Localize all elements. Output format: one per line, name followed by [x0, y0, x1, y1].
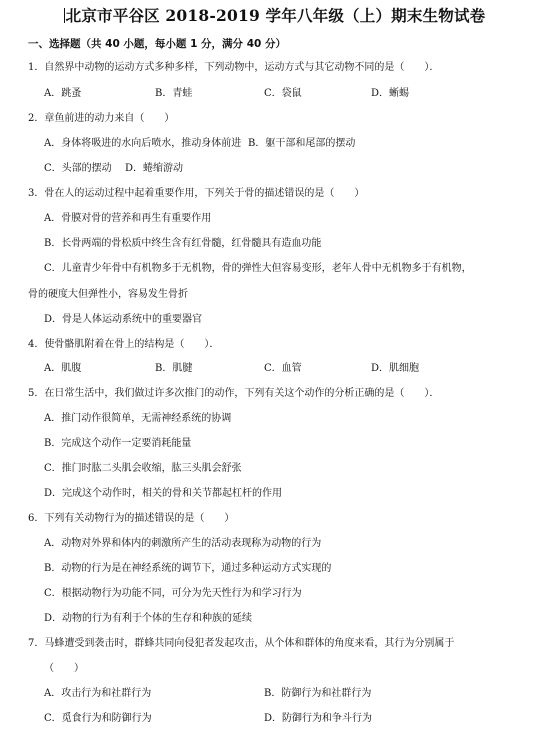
q7-option-c: C．觅食行为和防御行为 — [44, 713, 152, 724]
question-6-stem: 6．下列有关动物行为的描述错误的是（ ） — [28, 513, 235, 524]
q3-option-b: B．长骨两端的骨松质中终生含有红骨髓，红骨髓具有造血功能 — [44, 238, 322, 249]
q5-option-a: A．推门动作很简单，无需神经系统的协调 — [44, 413, 232, 424]
question-1-stem: 1．自然界中动物的运动方式多种多样，下列动物中，运动方式与其它动物不同的是（ ）． — [28, 62, 440, 73]
q4-option-c: C．血管 — [264, 363, 302, 374]
q3-option-c-continued: 骨的硬度大但弹性小，容易发生骨折 — [28, 289, 188, 300]
q3-option-c: C．儿童青少年骨中有机物多于无机物，骨的弹性大但容易变形，老年人骨中无机物多于有机物， — [44, 263, 472, 274]
q1-option-d: D．蜥蜴 — [371, 88, 410, 99]
q2-option-d: D．蜷缩游动 — [125, 163, 184, 174]
q3-option-a: A．骨膜对骨的营养和再生有重要作用 — [44, 213, 212, 224]
q6-option-b: B．动物的行为是在神经系统的调节下，通过多种运动方式实现的 — [44, 563, 332, 574]
question-3-stem: 3．骨在人的运动过程中起着重要作用，下列关于骨的描述错误的是（ ） — [28, 188, 365, 199]
question-5-stem: 5．在日常生活中，我们做过许多次推门的动作，下列有关这个动作的分析正确的是（ ）． — [28, 388, 440, 399]
q1-option-a: A．跳蚤 — [44, 88, 82, 99]
page-title — [0, 4, 549, 26]
question-7-stem: 7．马蜂遭受到袭击时，群蜂共同向侵犯者发起攻击，从个体和群体的角度来看，其行为分别属于 — [28, 638, 455, 649]
q4-option-a: A．肌腹 — [44, 363, 82, 374]
q5-option-d: D．完成这个动作时，相关的骨和关节都起杠杆的作用 — [44, 488, 283, 499]
q5-option-b: B．完成这个动作一定要消耗能量 — [44, 438, 192, 449]
q6-option-a: A．动物对外界和体内的刺激所产生的活动表现称为动物的行为 — [44, 538, 322, 549]
q7-option-b: B．防御行为和社群行为 — [264, 688, 372, 699]
q4-option-b: B．肌腱 — [155, 363, 193, 374]
q1-option-b: B．青蛙 — [155, 88, 193, 99]
q5-option-c: C．推门时肱二头肌会收缩，肱三头肌会舒张 — [44, 463, 242, 474]
q7-option-d: D．防御行为和争斗行为 — [264, 713, 373, 724]
q2-option-c: C．头部的摆动 — [44, 163, 112, 174]
q2-option-a: A．身体将吸进的水向后喷水，推动身体前进 — [44, 138, 242, 149]
q6-option-d: D．动物的行为有利于个体的生存和种族的延续 — [44, 613, 253, 624]
question-2-stem: 2．章鱼前进的动力来自（ ） — [28, 113, 175, 124]
section-heading: 一、选择题（共 40 小题，每小题 1 分，满分 40 分） — [28, 38, 286, 50]
q7-option-a: A．攻击行为和社群行为 — [44, 688, 152, 699]
q4-option-d: D．肌细胞 — [371, 363, 420, 374]
title-text: 北京市平谷区 2018-2019 学年八年级（上）期末生物试卷 — [65, 6, 486, 25]
q2-option-b: B．躯干部和尾部的摆动 — [248, 138, 356, 149]
text-cursor — [64, 8, 65, 23]
q1-option-c: C．袋鼠 — [264, 88, 302, 99]
q6-option-c: C．根据动物行为功能不同，可分为先天性行为和学习行为 — [44, 588, 302, 599]
question-4-stem: 4．使骨骼肌附着在骨上的结构是（ ）． — [28, 339, 220, 350]
question-7-stem-continued: （ ） — [44, 663, 84, 674]
q3-option-d: D．骨是人体运动系统中的重要器官 — [44, 314, 203, 325]
